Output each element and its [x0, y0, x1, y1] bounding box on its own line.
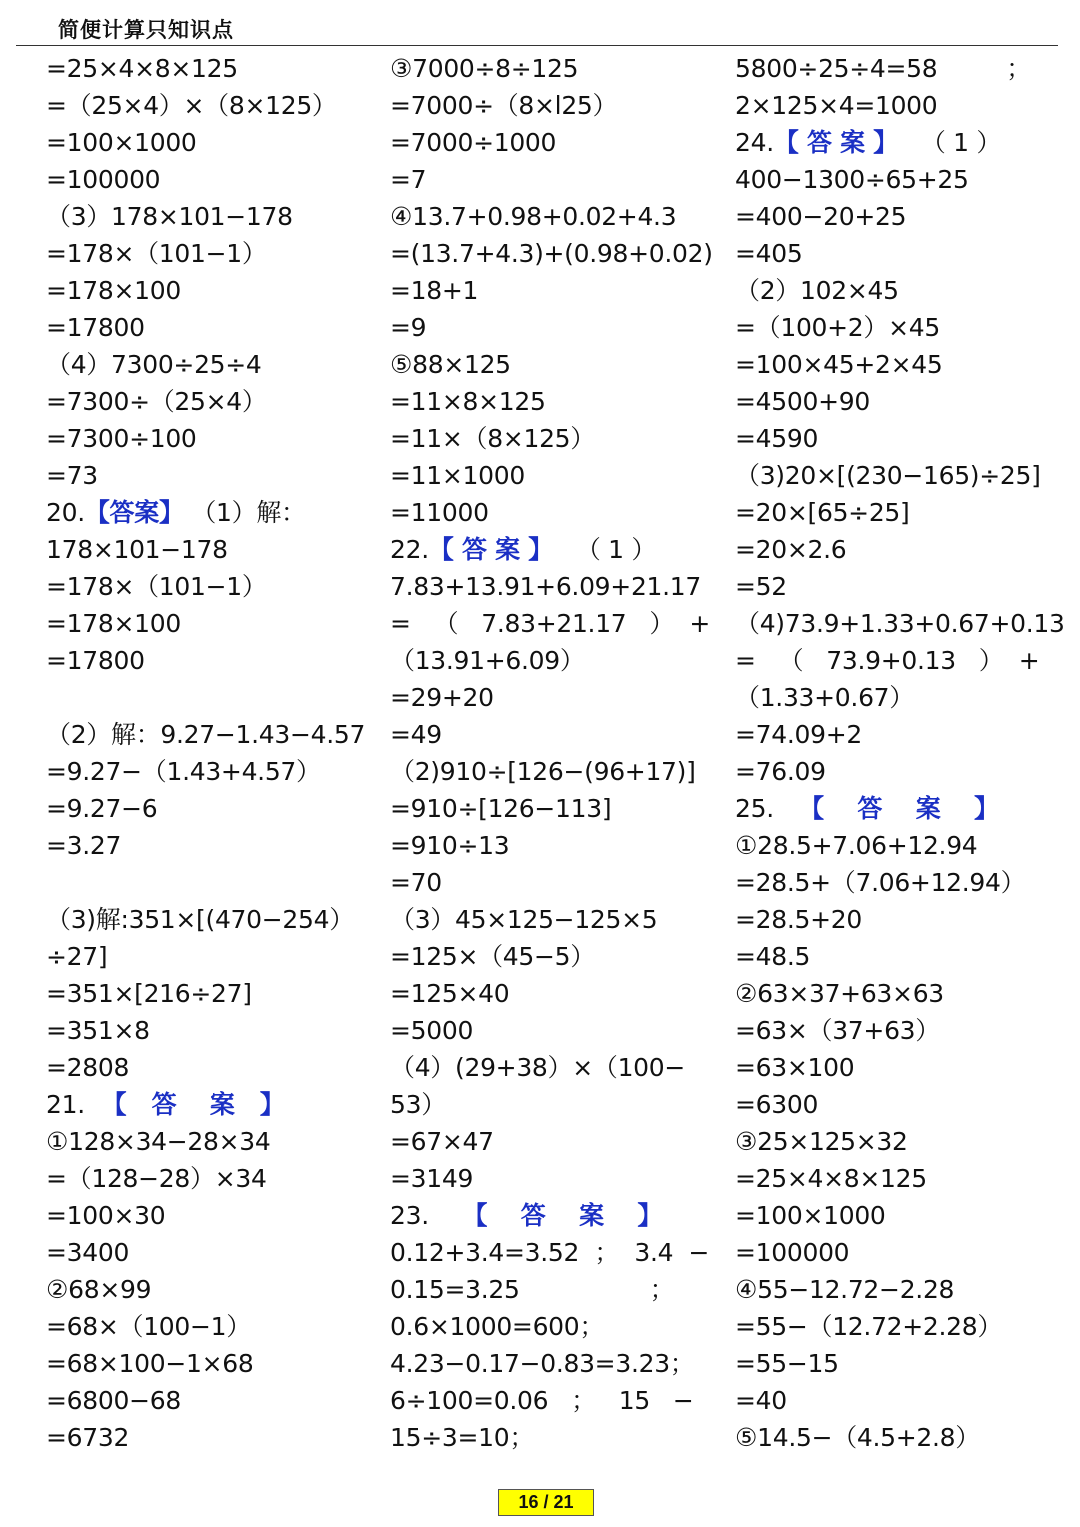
calc-line: =100×45+2×45	[735, 350, 943, 379]
calc-line: 2×125×4=1000	[735, 91, 938, 120]
question-number: 22.	[390, 535, 429, 564]
calc-line: =5000	[390, 1016, 474, 1045]
calc-line: （13.91+6.09）	[390, 646, 585, 675]
calc-line: =49	[390, 720, 442, 749]
calc-line	[46, 864, 366, 901]
answer-heading	[390, 531, 700, 568]
calc-line: =52	[735, 572, 787, 601]
question-number: 20.	[46, 498, 85, 527]
calc-line: 15÷3=10；	[390, 1423, 535, 1452]
calc-line: ①28.5+7.06+12.94	[735, 831, 978, 860]
page-number-badge: 16 / 21	[498, 1489, 594, 1516]
calc-line: =20×[65÷25]	[735, 498, 910, 527]
calc-line: 5800÷25÷4=58 ；	[735, 54, 1031, 83]
question-number: 25.	[735, 794, 774, 823]
calc-line: ÷27]	[46, 942, 108, 971]
calc-line: 0.12+3.4=3.52 ； 3.4 −	[390, 1238, 710, 1267]
calc-line: =178×（101−1）	[46, 239, 267, 268]
calc-line: =28.5+（7.06+12.94）	[735, 868, 1026, 897]
calc-line: =351×[216÷27]	[46, 979, 252, 1008]
calc-line: =68×100−1×68	[46, 1349, 254, 1378]
calc-line: =6800−68	[46, 1386, 181, 1415]
answer-label: 【 答 案 】	[428, 535, 553, 564]
calc-line: （3）178×101−178	[46, 202, 293, 231]
calc-line: =9	[390, 313, 427, 342]
calc-line: 0.6×1000=600；	[390, 1312, 605, 1341]
calc-line: =11×8×125	[390, 387, 546, 416]
answer-heading	[390, 1197, 700, 1234]
calc-line: （2）102×45	[735, 276, 899, 305]
calc-line: ①128×34−28×34	[46, 1127, 271, 1156]
calc-line: =（25×4）×（8×125）	[46, 91, 337, 120]
answer-heading	[46, 1086, 366, 1123]
calc-line: =3.27	[46, 831, 122, 860]
calc-line: =55−15	[735, 1349, 839, 1378]
calc-line: =20×2.6	[735, 535, 847, 564]
calc-line: =25×4×8×125	[735, 1164, 927, 1193]
calc-line: ⑤14.5−（4.5+2.8）	[735, 1423, 980, 1452]
calc-line: =29+20	[390, 683, 494, 712]
calc-line: =74.09+2	[735, 720, 862, 749]
calc-line: =18+1	[390, 276, 479, 305]
calc-line: =68×（100−1）	[46, 1312, 251, 1341]
calc-line: （4）7300÷25÷4	[46, 350, 262, 379]
calc-line	[46, 679, 366, 716]
calc-line: =7000÷（8×l25）	[390, 91, 618, 120]
calc-line: =28.5+20	[735, 905, 862, 934]
calc-line: =178×100	[46, 276, 181, 305]
answer-heading	[46, 494, 366, 531]
calc-line: =9.27−（1.43+4.57）	[46, 757, 321, 786]
calc-line: =7300÷（25×4）	[46, 387, 267, 416]
answer-suffix: （1）解：	[183, 498, 306, 527]
answer-suffix: （ 1 ）	[552, 535, 657, 564]
calc-line: =(13.7+4.3)+(0.98+0.02)	[390, 239, 713, 268]
answer-heading	[735, 790, 1045, 827]
calc-line: =63×（37+63）	[735, 1016, 940, 1045]
header-divider	[16, 45, 1058, 46]
calc-line: =7	[390, 165, 427, 194]
calc-line: =4590	[735, 424, 819, 453]
calc-line: 0.15=3.25 ；	[390, 1275, 675, 1304]
calc-line: （3）45×125−125×5	[390, 905, 658, 934]
calc-line: （1.33+0.67）	[735, 683, 914, 712]
calc-line: = （ 73.9+0.13 ） +	[735, 646, 1040, 675]
calc-line: =351×8	[46, 1016, 150, 1045]
answer-label: 【 答 案 】	[428, 1201, 663, 1230]
calc-line: =4500+90	[735, 387, 870, 416]
calc-line: =（128−28）×34	[46, 1164, 267, 1193]
calc-line: =48.5	[735, 942, 811, 971]
calc-line: 7.83+13.91+6.09+21.17	[390, 572, 702, 601]
calc-line: （4)73.9+1.33+0.67+0.13	[735, 609, 1065, 638]
calc-line: =76.09	[735, 757, 826, 786]
calc-line: =6300	[735, 1090, 819, 1119]
calc-line: 4.23−0.17−0.83=3.23；	[390, 1349, 695, 1378]
calc-line: =11000	[390, 498, 489, 527]
calc-line: =11×（8×125）	[390, 424, 595, 453]
calc-line: ③25×125×32	[735, 1127, 908, 1156]
calc-line: =100000	[735, 1238, 850, 1267]
calc-line: =17800	[46, 646, 145, 675]
calc-line: 400−1300÷65+25	[735, 165, 969, 194]
calc-line: ④13.7+0.98+0.02+4.3	[390, 202, 677, 231]
calc-line: =40	[735, 1386, 787, 1415]
calc-line: =125×40	[390, 979, 510, 1008]
calc-line: 6÷100=0.06 ； 15 −	[390, 1386, 694, 1415]
calc-line: （3)解:351×[(470−254）	[46, 905, 354, 934]
calc-line: =178×100	[46, 609, 181, 638]
calc-line: =70	[390, 868, 442, 897]
calc-line: =55−（12.72+2.28）	[735, 1312, 1003, 1341]
calc-line: =2808	[46, 1053, 130, 1082]
answer-label: 【答案】	[84, 498, 184, 527]
calc-line: =（100+2）×45	[735, 313, 940, 342]
calc-line: =100×30	[46, 1201, 166, 1230]
column-2	[390, 50, 713, 1456]
calc-line: =100000	[46, 165, 161, 194]
calc-line: （3)20×[(230−165)÷25]	[735, 461, 1041, 490]
answer-suffix: （ 1 ）	[897, 128, 1002, 157]
calc-line: =100×1000	[46, 128, 197, 157]
answer-label: 【 答 案 】	[84, 1090, 285, 1119]
calc-line: 53）	[390, 1090, 446, 1119]
column-1	[46, 50, 366, 1456]
calc-line: =3400	[46, 1238, 130, 1267]
calc-line: 178×101−178	[46, 535, 228, 564]
question-number: 24.	[735, 128, 774, 157]
answer-heading	[735, 124, 1045, 161]
calc-line: =910÷13	[390, 831, 510, 860]
calc-line: =910÷[126−113]	[390, 794, 612, 823]
calc-line: =11×1000	[390, 461, 525, 490]
calc-line: =7000÷1000	[390, 128, 557, 157]
calc-line: =25×4×8×125	[46, 54, 238, 83]
calc-line: （2)910÷[126−(96+17)]	[390, 757, 696, 786]
calc-line: =73	[46, 461, 98, 490]
question-number: 21.	[46, 1090, 85, 1119]
calc-line: ④55−12.72−2.28	[735, 1275, 955, 1304]
calc-line: =125×（45−5）	[390, 942, 595, 971]
calc-line: （4）(29+38）×（100−	[390, 1053, 686, 1082]
answer-label: 【 答 案 】	[773, 128, 898, 157]
column-3	[735, 50, 1065, 1456]
answer-label: 【 答 案 】	[773, 794, 999, 823]
calc-line: ②68×99	[46, 1275, 152, 1304]
calc-line: =6732	[46, 1423, 130, 1452]
calc-line: = （ 7.83+21.17 ） +	[390, 609, 710, 638]
calc-line: =7300÷100	[46, 424, 197, 453]
calc-line: =100×1000	[735, 1201, 886, 1230]
page-title: 简便计算只知识点	[58, 18, 234, 42]
calc-line: =67×47	[390, 1127, 494, 1156]
calc-line: ③7000÷8÷125	[390, 54, 579, 83]
calc-line: =63×100	[735, 1053, 855, 1082]
calc-line: （2）解：9.27−1.43−4.57	[46, 720, 366, 749]
question-number: 23.	[390, 1201, 429, 1230]
calc-line: =3149	[390, 1164, 474, 1193]
calc-line: ②63×37+63×63	[735, 979, 944, 1008]
calc-line: =405	[735, 239, 803, 268]
calc-line: =17800	[46, 313, 145, 342]
calc-line: =400−20+25	[735, 202, 907, 231]
calc-line: ⑤88×125	[390, 350, 511, 379]
calc-line: =178×（101−1）	[46, 572, 267, 601]
calc-line: =9.27−6	[46, 794, 158, 823]
